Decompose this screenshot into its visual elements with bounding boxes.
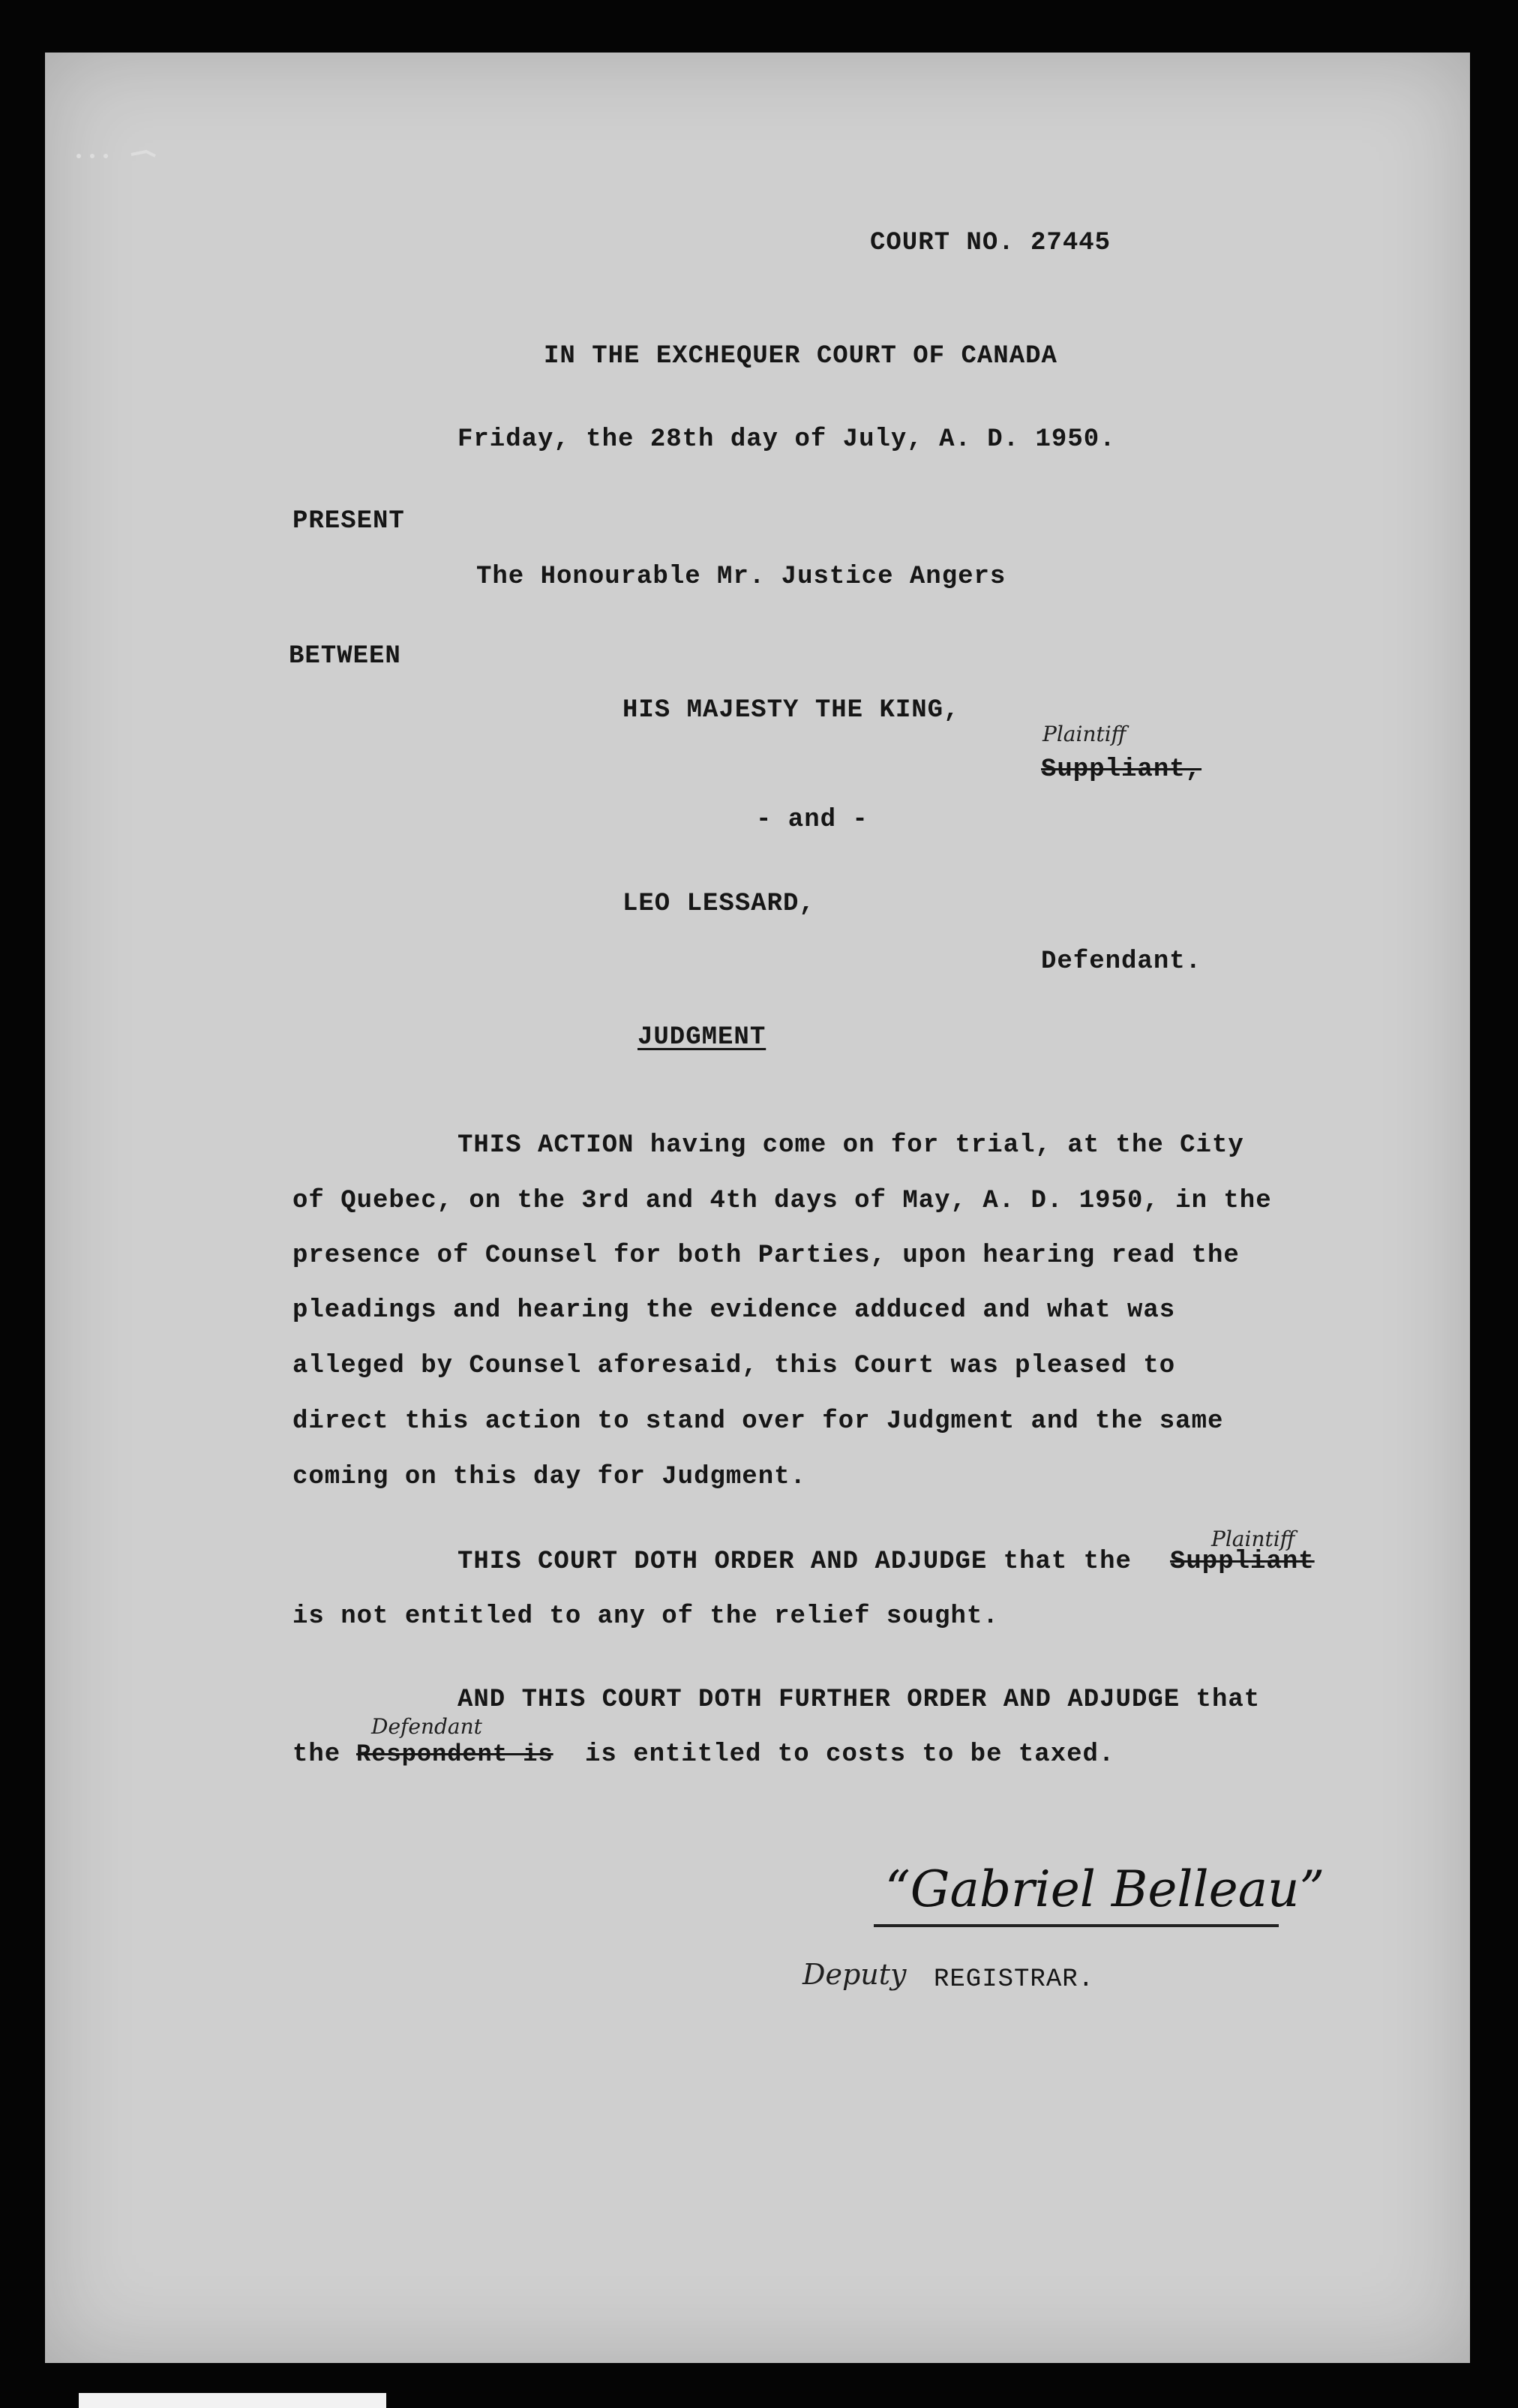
paragraph1-line: direct this action to stand over for Judgment and the same	[292, 1407, 1224, 1436]
paragraph1-line: THIS ACTION having come on for trial, at the City	[458, 1131, 1244, 1160]
paragraph1-line: pleadings and hearing the evidence adduced and what was	[292, 1296, 1176, 1325]
paragraph3-line2-after: is entitled to costs to be taxed.	[585, 1740, 1115, 1769]
paragraph1-line: coming on this day for Judgment.	[292, 1463, 806, 1491]
judgment-heading: JUDGMENT	[638, 1023, 766, 1052]
between-label: BETWEEN	[289, 642, 401, 671]
court-number: COURT NO. 27445	[870, 229, 1112, 257]
scan-edge-strip	[79, 2393, 386, 2408]
struck-suppliant-1: Suppliant,	[1041, 755, 1202, 784]
paragraph2-line2: is not entitled to any of the relief sought.	[292, 1602, 999, 1631]
handwritten-plaintiff-2: Plaintiff	[1211, 1527, 1295, 1551]
handwritten-deputy: Deputy	[802, 1958, 907, 1991]
registrar-signature: “Gabriel Belleau”	[885, 1860, 1325, 1918]
signature-line	[874, 1924, 1279, 1927]
struck-suppliant-2: Suppliant	[1170, 1548, 1315, 1576]
handwritten-defendant: Defendant	[371, 1714, 482, 1739]
court-name: IN THE EXCHEQUER COURT OF CANADA	[544, 342, 1058, 371]
struck-respondent: Respondent is	[356, 1740, 554, 1768]
paragraph3-line1: AND THIS COURT DOTH FURTHER ORDER AND ADJUDGE that	[458, 1686, 1261, 1714]
handwritten-plaintiff-1: Plaintiff	[1042, 722, 1126, 746]
paragraph1-line: alleged by Counsel aforesaid, this Court was pleased to	[292, 1352, 1176, 1380]
paragraph1-line: presence of Counsel for both Parties, upon hearing read the	[292, 1242, 1240, 1270]
paragraph1-line: of Quebec, on the 3rd and 4th days of May, A. D. 1950, in the	[292, 1187, 1272, 1215]
defendant-role: Defendant.	[1041, 947, 1202, 976]
party-defendant: LEO LESSARD,	[622, 890, 815, 918]
party-plaintiff: HIS MAJESTY THE KING,	[622, 696, 960, 725]
and-line: - and -	[756, 806, 868, 834]
date-line: Friday, the 28th day of July, A. D. 1950.	[458, 425, 1116, 454]
present-label: PRESENT	[292, 507, 405, 536]
registrar-title: REGISTRAR.	[934, 1965, 1095, 1994]
paragraph2-line1: THIS COURT DOTH ORDER AND ADJUDGE that the	[458, 1548, 1132, 1576]
paragraph3-line2-before: the	[292, 1740, 341, 1769]
judge-name: The Honourable Mr. Justice Angers	[476, 563, 1006, 591]
margin-mark	[71, 147, 161, 162]
